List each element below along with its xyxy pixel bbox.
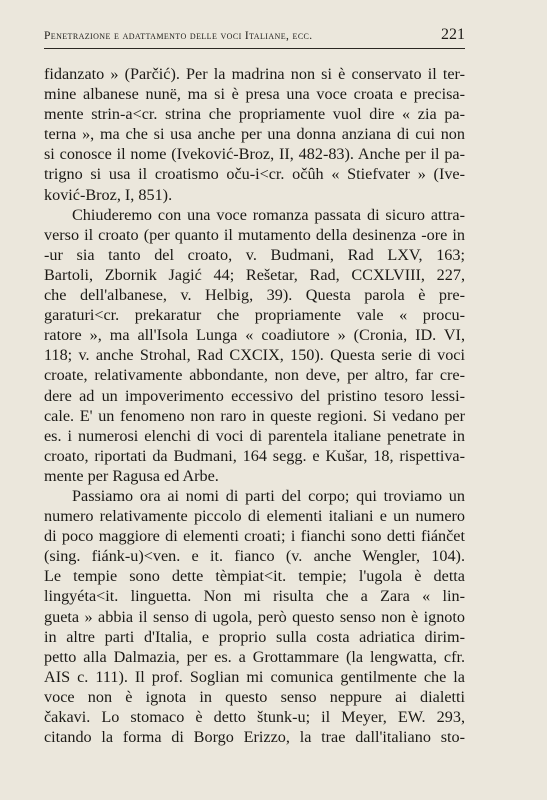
text-line: gueta » abbia il senso di ugola, però questo senso non è ignoto bbox=[44, 607, 465, 626]
text-line: garaturi<cr. prekaratur che propriamente vale « procu- bbox=[44, 306, 465, 325]
text-line: terna », ma che si usa anche per una donna anziana di cui non bbox=[44, 125, 465, 144]
text-line: es. i numerosi elenchi di voci di parentela italiane penetrate in bbox=[44, 426, 465, 445]
text-line: mine albanese nunë, ma si è presa una voce croata e precisa- bbox=[44, 85, 465, 104]
text-line: trigno si usa il croatismo oču-i<cr. očûh « Stiefvater » (Ive- bbox=[44, 165, 465, 184]
text-line: lingyéta<it. linguetta. Non mi risulta che a Zara « lin- bbox=[44, 587, 465, 606]
text-line: (sing. fiánk-u)<ven. e it. fianco (v. anche Wengler, 104). bbox=[44, 547, 465, 566]
text-line: 118; v. anche Strohal, Rad CXCIX, 150). Questa serie di voci bbox=[44, 346, 465, 365]
text-line: Le tempie sono dette tèmpiat<it. tempie; l'ugola è detta bbox=[44, 567, 465, 586]
text-line: verso il croato (per quanto il mutamento della desinenza -ore in bbox=[44, 225, 465, 244]
text-line: di poco maggiore di elementi croati; i fianchi sono detti fiánčet bbox=[44, 527, 465, 546]
text-line: dere ad un impoverimento eccessivo del pristino tesoro lessi- bbox=[44, 386, 465, 405]
text-line: fidanzato » (Parčić). Per la madrina non si è conservato il ter- bbox=[44, 65, 465, 83]
text-line: ratore », ma all'Isola Lunga « coadiutore » (Cronia, ID. VI, bbox=[44, 326, 465, 345]
text-line: mente strin-a<cr. strina che propriamente vuol dire « zia pa- bbox=[44, 105, 465, 124]
paragraph bbox=[44, 205, 465, 486]
paragraph bbox=[44, 486, 465, 747]
body-text bbox=[44, 64, 465, 747]
running-title: Penetrazione e adattamento delle voci Italiane, ecc. bbox=[44, 30, 313, 42]
text-line: che dell'albanese, v. Helbig, 39). Questa parola è pre- bbox=[44, 286, 465, 305]
page-number: 221 bbox=[441, 26, 465, 43]
text-line: croato, riportati da Budmani, 164 segg. e Kušar, 18, rispettiva- bbox=[44, 446, 465, 465]
text-line: AIS c. 111). Il prof. Soglian mi comunica gentilmente che la bbox=[44, 667, 465, 686]
text-line: in altre parti d'Italia, e proprio sulla costa adriatica dirim- bbox=[44, 627, 465, 646]
text-line: si conosce il nome (Iveković-Broz, II, 482-83). Anche per il pa- bbox=[44, 145, 465, 164]
text-line: voce non è ignota in questo senso neppure ai dialetti bbox=[44, 687, 465, 706]
text-line: Passiamo ora ai nomi di parti del corpo; qui troviamo un bbox=[72, 486, 465, 505]
text-line: Bartoli, Zbornik Jagić 44; Rešetar, Rad, CCXLVIII, 227, bbox=[44, 265, 465, 284]
text-line: čakavi. Lo stomaco è detto štunk-u; il Meyer, EW. 293, bbox=[44, 708, 465, 726]
text-line: petto alla Dalmazia, per es. a Grottammare (la lengwatta, cfr. bbox=[44, 647, 465, 666]
text-line: citando la forma di Borgo Erizzo, la trae dall'italiano sto- bbox=[44, 728, 465, 747]
text-line: numero relativamente piccolo di elementi italiani e un numero bbox=[44, 507, 465, 526]
text-line: ković-Broz, I, 851). bbox=[44, 185, 173, 204]
paragraph bbox=[44, 64, 465, 205]
text-line: cale. E' un fenomeno non raro in queste regioni. Si vedano per bbox=[44, 406, 465, 425]
text-line: -ur sia tanto del croato, v. Budmani, Rad LXV, 163; bbox=[44, 245, 465, 264]
text-line: Chiuderemo con una voce romanza passata di sicuro attra- bbox=[72, 205, 465, 224]
page-header bbox=[44, 24, 465, 49]
text-line: mente per Ragusa ed Arbe. bbox=[44, 466, 219, 485]
text-line: croate, relativamente abbondante, non deve, per altro, far cre- bbox=[44, 366, 465, 385]
